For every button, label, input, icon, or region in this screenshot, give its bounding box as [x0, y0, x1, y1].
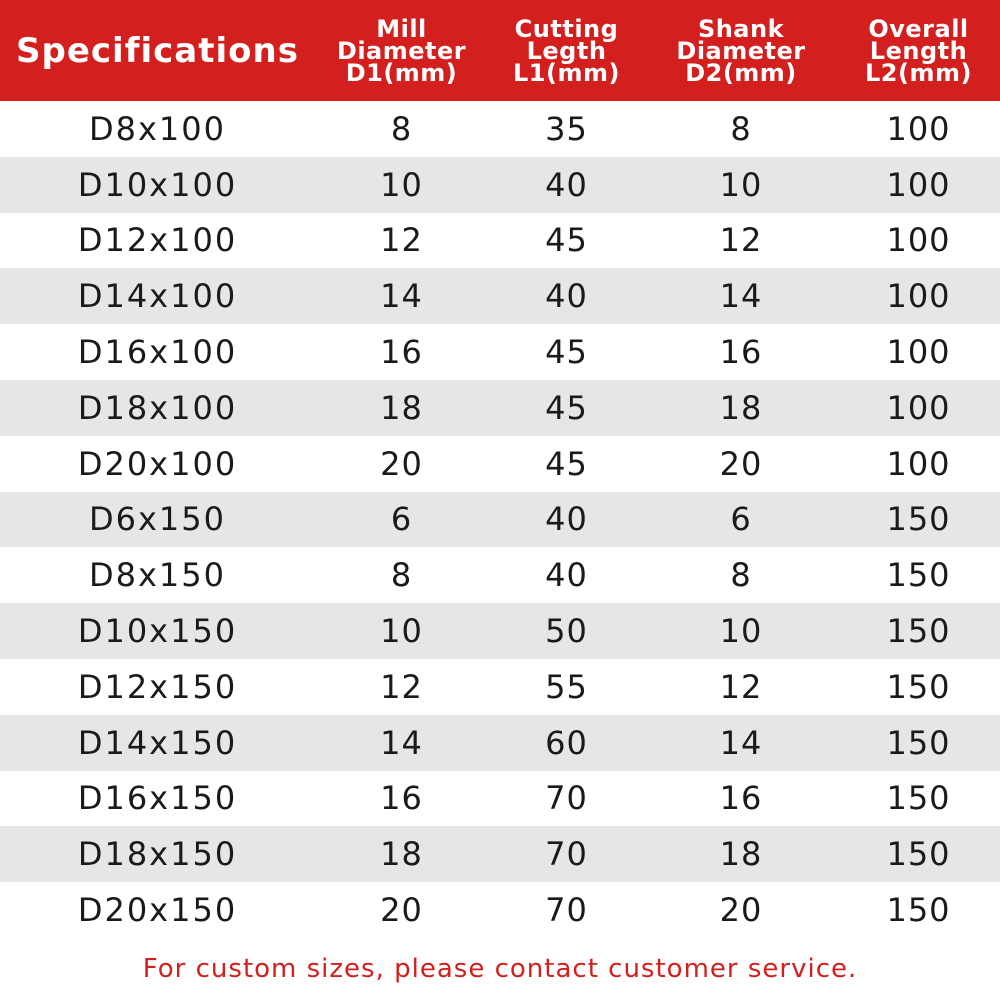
overall-length-cell: 150	[886, 612, 951, 651]
shank-diameter-cell: 18	[719, 388, 763, 427]
spec-cell: D14x100	[77, 277, 238, 316]
cutting-length-cell: 55	[545, 667, 588, 706]
header-line: Shank	[697, 14, 785, 43]
mill-diameter-cell: 6	[390, 500, 413, 539]
mill-diameter-cell: 20	[380, 891, 423, 930]
overall-length-cell: 150	[886, 667, 951, 706]
overall-length-cell: 100	[886, 444, 951, 483]
mill-diameter-cell: 10	[380, 612, 423, 651]
cutting-length-cell: 35	[545, 109, 588, 148]
header-line: Mill	[376, 14, 427, 43]
table-row	[0, 882, 1000, 938]
header-line: L1(mm)	[513, 58, 620, 87]
overall-length-cell: 100	[886, 165, 951, 204]
mill-diameter-cell: 18	[380, 835, 423, 874]
header-line: Legth	[526, 36, 607, 65]
shank-diameter-cell: 8	[730, 109, 752, 148]
table-row	[0, 268, 1000, 324]
spec-cell: D10x100	[77, 165, 238, 204]
overall-length-cell: 100	[886, 388, 951, 427]
header-cutting-length	[488, 0, 645, 101]
table-row	[0, 771, 1000, 827]
overall-length-cell: 150	[886, 723, 951, 762]
shank-diameter-cell: 14	[719, 723, 763, 762]
cutting-length-cell: 40	[545, 556, 588, 595]
table-row	[0, 659, 1000, 715]
mill-diameter-cell: 20	[380, 444, 423, 483]
cutting-length-cell: 50	[545, 612, 588, 651]
table-row	[0, 492, 1000, 548]
cutting-length-cell: 45	[545, 388, 588, 427]
header-line: Length	[869, 36, 968, 65]
spec-cell: D10x150	[77, 612, 238, 651]
header-line: Diameter	[676, 36, 806, 65]
shank-diameter-cell: 14	[719, 277, 763, 316]
table-row	[0, 101, 1000, 157]
table-body	[0, 101, 1000, 938]
header-line: D2(mm)	[685, 58, 797, 87]
overall-length-cell: 100	[886, 277, 951, 316]
shank-diameter-cell: 20	[719, 444, 763, 483]
table-row	[0, 213, 1000, 269]
spec-cell: D16x100	[77, 333, 238, 372]
overall-length-cell: 150	[886, 779, 951, 818]
cutting-length-cell: 40	[545, 165, 588, 204]
cutting-length-cell: 70	[545, 891, 588, 930]
spec-cell: D12x100	[77, 221, 238, 260]
table-row	[0, 547, 1000, 603]
spec-cell: D20x100	[77, 444, 238, 483]
shank-diameter-cell: 12	[719, 221, 763, 260]
mill-diameter-cell: 12	[380, 221, 423, 260]
footer-note: For custom sizes, please contact customer service.	[0, 939, 1000, 1000]
spec-cell: D18x100	[77, 388, 238, 427]
table-row	[0, 715, 1000, 771]
shank-diameter-cell: 16	[719, 779, 763, 818]
mill-diameter-cell: 12	[380, 667, 423, 706]
shank-diameter-cell: 20	[719, 891, 763, 930]
overall-length-cell: 150	[886, 500, 951, 539]
mill-diameter-cell: 8	[390, 109, 413, 148]
header-specifications: Specifications	[0, 0, 315, 101]
mill-diameter-cell: 18	[380, 388, 423, 427]
cutting-length-cell: 70	[545, 835, 588, 874]
spec-cell: D18x150	[77, 835, 238, 874]
table-row	[0, 436, 1000, 492]
table-row	[0, 826, 1000, 882]
mill-diameter-cell: 16	[380, 333, 423, 372]
header-line: Diameter	[336, 36, 467, 65]
cutting-length-cell: 40	[545, 277, 588, 316]
cutting-length-cell: 40	[545, 500, 588, 539]
cutting-length-cell: 45	[545, 221, 588, 260]
overall-length-cell: 100	[886, 221, 951, 260]
header-shank-diameter	[645, 0, 837, 101]
overall-length-cell: 100	[886, 333, 951, 372]
spec-cell: D14x150	[77, 723, 238, 762]
mill-diameter-cell: 10	[380, 165, 423, 204]
table-row	[0, 324, 1000, 380]
spec-cell: D12x150	[77, 667, 238, 706]
shank-diameter-cell: 10	[719, 165, 763, 204]
spec-cell: D8x100	[88, 109, 226, 148]
header-mill-diameter	[315, 0, 488, 101]
header-overall-length	[837, 0, 1000, 101]
spec-cell: D8x150	[88, 556, 226, 595]
shank-diameter-cell: 10	[719, 612, 763, 651]
spec-cell: D16x150	[77, 779, 238, 818]
mill-diameter-cell: 16	[380, 779, 423, 818]
header-row	[0, 0, 1000, 101]
mill-diameter-cell: 14	[380, 277, 423, 316]
shank-diameter-cell: 6	[730, 500, 752, 539]
table-row	[0, 603, 1000, 659]
header-line: L2(mm)	[865, 58, 972, 87]
shank-diameter-cell: 12	[719, 667, 763, 706]
cutting-length-cell: 60	[545, 723, 588, 762]
overall-length-cell: 150	[886, 556, 951, 595]
table-header	[0, 0, 1000, 101]
cutting-length-cell: 45	[545, 333, 588, 372]
header-line: Cutting	[514, 14, 619, 43]
shank-diameter-cell: 18	[719, 835, 763, 874]
overall-length-cell: 100	[886, 109, 951, 148]
mill-diameter-cell: 14	[380, 723, 423, 762]
header-line: Overall	[868, 14, 969, 43]
table-row	[0, 380, 1000, 436]
cutting-length-cell: 70	[545, 779, 588, 818]
shank-diameter-cell: 16	[719, 333, 763, 372]
spec-cell: D20x150	[77, 891, 238, 930]
mill-diameter-cell: 8	[390, 556, 413, 595]
shank-diameter-cell: 8	[730, 556, 752, 595]
overall-length-cell: 150	[886, 891, 951, 930]
overall-length-cell: 150	[886, 835, 951, 874]
spec-cell: D6x150	[88, 500, 226, 539]
header-line: D1(mm)	[345, 58, 458, 87]
table-row	[0, 157, 1000, 213]
cutting-length-cell: 45	[545, 444, 588, 483]
